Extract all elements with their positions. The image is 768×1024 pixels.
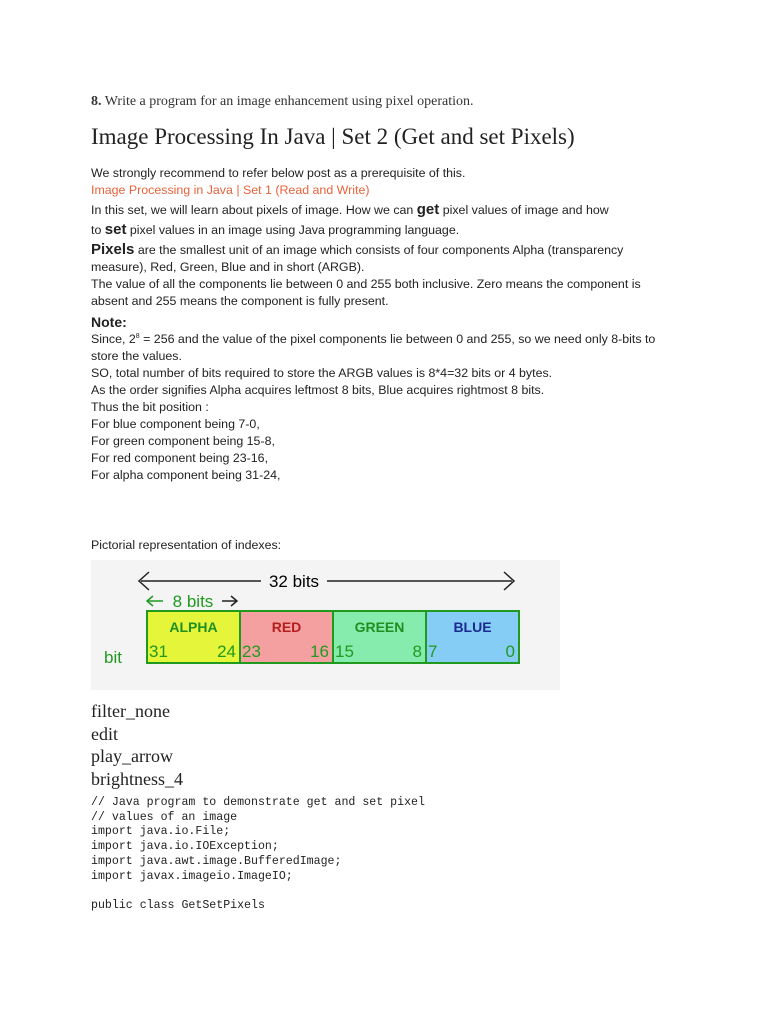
segment-high-bit-red: 23 <box>242 642 261 661</box>
set-text-d: pixel values in an image using Java programming language. <box>126 223 460 237</box>
code-line: import java.io.IOException; <box>91 840 279 854</box>
segment-low-bit-green: 8 <box>412 642 422 661</box>
segment-high-bit-alpha: 31 <box>149 642 168 661</box>
segments-group <box>147 611 519 663</box>
order-line: As the order signifies Alpha acquires leftmost 8 bits, Blue acquires rightmost 8 bits. <box>91 383 545 397</box>
brightness-4-icon[interactable]: brightness_4 <box>91 769 183 789</box>
pixels-paragraph <box>91 241 681 310</box>
note-section <box>91 314 681 484</box>
segment-alpha <box>147 611 240 663</box>
code-line: import javax.imageio.ImageIO; <box>91 869 293 883</box>
set-paragraph <box>91 200 681 240</box>
get-keyword: get <box>416 201 440 218</box>
segment-name-red: RED <box>271 619 302 635</box>
byte-bits-label: 8 bits <box>172 592 214 611</box>
code-line: // Java program to demonstrate get and set pixel <box>91 796 425 809</box>
pixels-text: are the smallest unit of an image which consists of four components Alpha (transparency measure), Red, Green, Blue and in short (ARGB). <box>91 243 624 274</box>
code-line: import java.awt.image.BufferedImage; <box>91 854 342 868</box>
since-line <box>91 331 681 365</box>
set-keyword: set <box>104 221 127 238</box>
segment-red <box>240 611 333 663</box>
argb-diagram-svg <box>91 560 560 690</box>
bit-row-label: bit <box>104 648 122 667</box>
task-text: Write a program for an image enhancement using pixel operation. <box>104 94 474 109</box>
code-block <box>91 796 425 914</box>
segment-high-bit-blue: 7 <box>428 642 438 661</box>
since-text-b: = 256 and the value of the pixel components lie between 0 and 255, so we need only 8-bits to store the values. <box>91 332 656 363</box>
since-text-a: Since, 2 <box>91 332 136 346</box>
note-label: Note: <box>91 314 127 330</box>
segment-green <box>333 611 426 663</box>
set-text-a: In this set, we will learn about pixels of image. How we can <box>91 203 417 217</box>
segment-name-alpha: ALPHA <box>169 619 218 635</box>
intro-text: We strongly recommend to refer below post as a prerequisite of this. <box>91 166 466 180</box>
total-bits-label: 32 bits <box>268 572 320 591</box>
blue-line: For blue component being 7-0, <box>91 417 260 431</box>
power-superscript: 8 <box>135 332 140 340</box>
red-line: For red component being 23-16, <box>91 451 269 465</box>
code-line: public class GetSetPixels <box>91 898 265 912</box>
segment-high-bit-green: 15 <box>335 642 354 661</box>
filter-none-icon[interactable]: filter_none <box>91 701 170 721</box>
article-intro <box>91 165 681 199</box>
segment-low-bit-alpha: 24 <box>217 642 236 661</box>
argb-bit-diagram <box>91 560 560 690</box>
pixels-keyword: Pixels <box>91 241 135 258</box>
value-paragraph: The value of all the components lie between 0 and 255 both inclusive. Zero means the component is absent and 255 means the component is fully present. <box>91 277 641 308</box>
bits-line: SO, total number of bits required to store the ARGB values is 8*4=32 bits or 4 bytes. <box>91 366 553 380</box>
code-line: import java.io.File; <box>91 825 231 839</box>
alpha-line: For alpha component being 31-24, <box>91 468 281 482</box>
segment-blue <box>426 611 519 663</box>
task-number: 8. <box>91 94 102 109</box>
segment-name-green: GREEN <box>354 619 405 635</box>
segment-low-bit-red: 16 <box>310 642 329 661</box>
code-line: // values of an image <box>91 810 238 824</box>
task-statement <box>91 94 474 110</box>
segment-name-blue: BLUE <box>453 619 492 635</box>
bit-position-line: Thus the bit position : <box>91 400 209 414</box>
play-arrow-icon[interactable]: play_arrow <box>91 746 173 766</box>
set-text-b: pixel values of image and how <box>439 203 609 217</box>
prerequisite-link[interactable]: Image Processing in Java | Set 1 (Read and Write) <box>91 183 370 197</box>
green-line: For green component being 15-8, <box>91 434 275 448</box>
set-text-c: to <box>91 223 105 237</box>
segment-low-bit-blue: 0 <box>505 642 515 661</box>
pictorial-label: Pictorial representation of indexes: <box>91 538 282 552</box>
edit-icon[interactable]: edit <box>91 724 118 744</box>
article-title: Image Processing In Java | Set 2 (Get and set Pixels) <box>91 124 575 149</box>
